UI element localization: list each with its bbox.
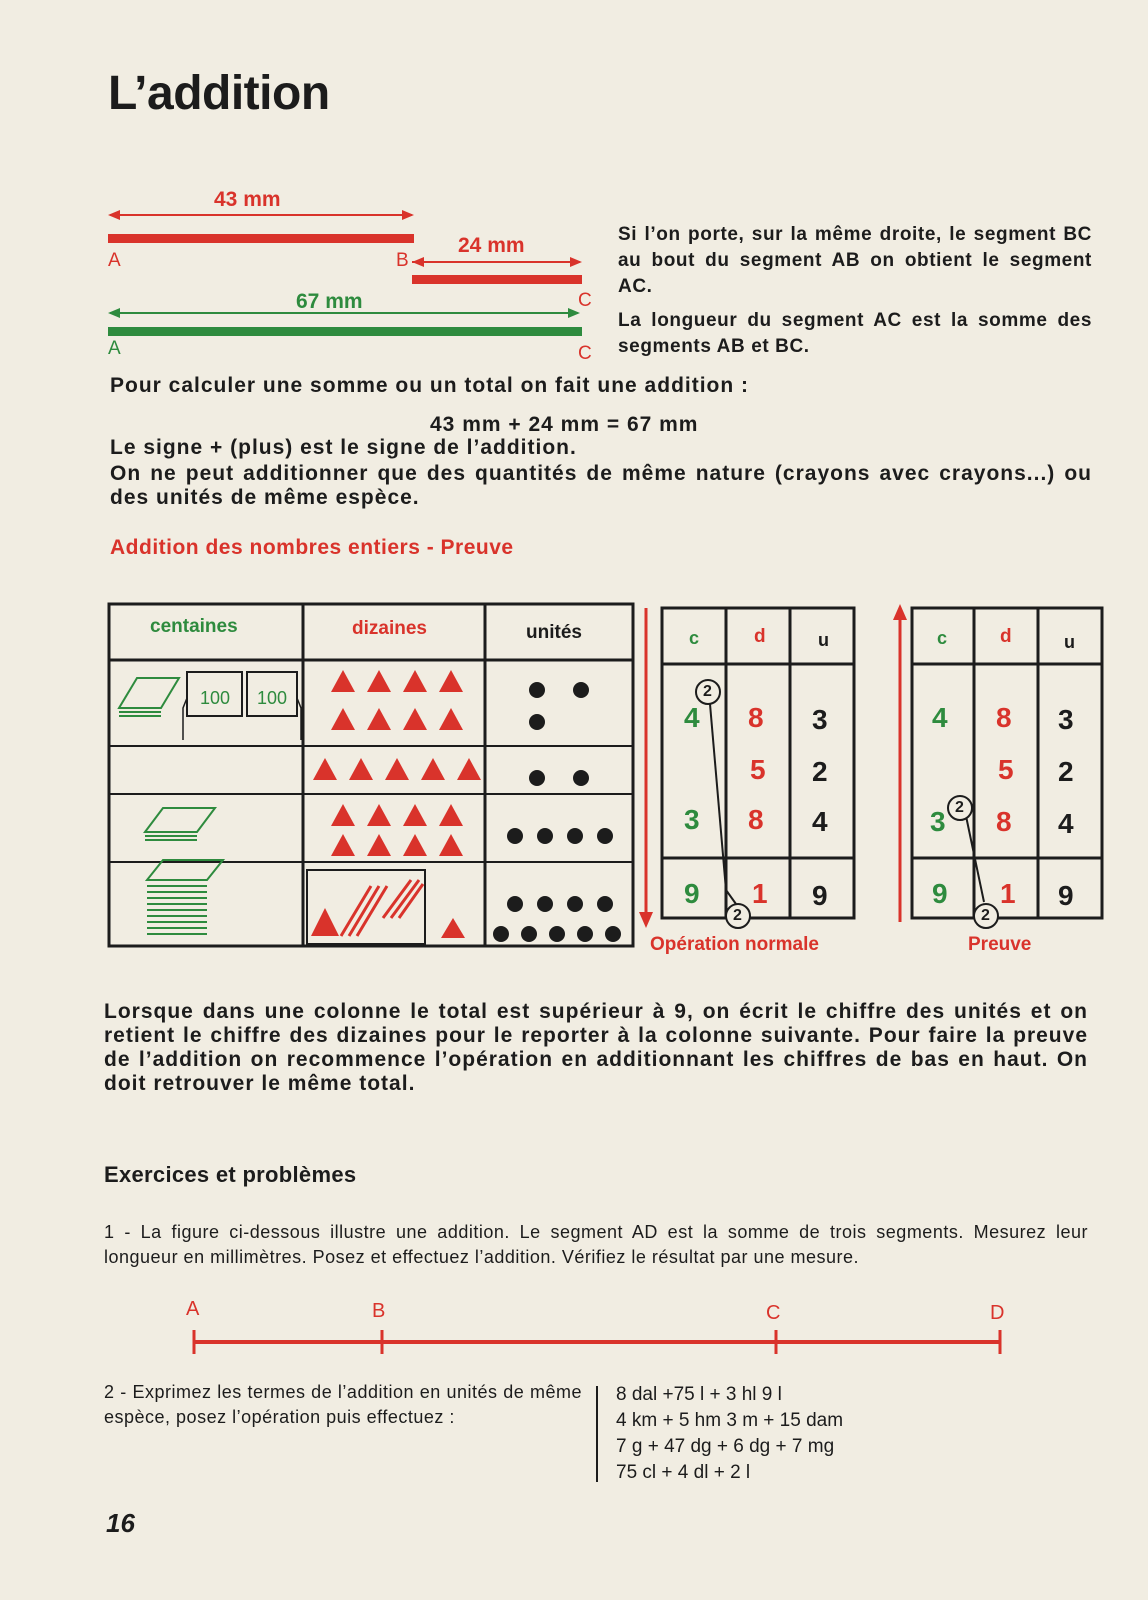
preuve-digit: 3 <box>930 806 946 837</box>
preuve-header-u: u <box>1064 632 1075 652</box>
exercise-1-segment <box>180 1318 1030 1368</box>
units-item: 75 cl + 4 dl + 2 l <box>616 1462 751 1483</box>
calc-sentence: Pour calculer une somme ou un total on fait une addition : <box>110 374 750 397</box>
point-a-label: A <box>108 250 121 271</box>
segment-explanation-1: Si l’on porte, sur la même droite, le segment BC au bout du segment AB on obtient le segment AC. <box>618 224 1092 297</box>
bill-stack-icon <box>147 860 223 934</box>
exercise-1: 1 - La figure ci-dessous illustre une addition. Le segment AD est la somme de trois segments. Mesurez leur longueur en millimètres. Posez et effectuez l’addition. Vérifiez le résultat par une mesure. <box>104 1222 1088 1267</box>
carry-digit: 2 <box>733 907 742 924</box>
preuve-digit: 2 <box>1058 756 1074 787</box>
units-list <box>616 1382 843 1486</box>
page-number: 16 <box>106 1508 135 1538</box>
exercises-heading: Exercices et problèmes <box>104 1162 357 1187</box>
preuve-digit: 9 <box>1058 880 1074 911</box>
preuve-digit: 5 <box>998 754 1014 785</box>
equation: 43 mm + 24 mm = 67 mm <box>430 413 699 436</box>
normale-digit: 2 <box>812 756 828 787</box>
nature-sentence: On ne peut additionner que des quantités de même nature (crayons avec crayons...) ou des unités de même espèce. <box>110 462 1092 509</box>
operation-normale-caption: Opération normale <box>650 934 819 955</box>
down-arrow-icon <box>639 912 653 928</box>
preuve-digit: 3 <box>1058 704 1074 735</box>
ex1-point-d: D <box>990 1302 1005 1324</box>
normale-digit: 3 <box>684 804 700 835</box>
segment-bc <box>412 275 582 284</box>
segment-explanation <box>618 222 1092 368</box>
exercise-2: 2 - Exprimez les termes de l’addition en unités de même espèce, posez l’opération puis effectuez : <box>104 1382 582 1427</box>
segment-ac <box>108 327 582 336</box>
normale-digit: 8 <box>748 804 764 835</box>
normale-digit: 4 <box>812 806 828 837</box>
ab-length-label: 43 mm <box>214 188 281 211</box>
normale-digit: 4 <box>684 702 700 733</box>
normale-digit: 5 <box>750 754 766 785</box>
place-value-table <box>105 600 637 950</box>
normale-header-c: c <box>689 628 700 648</box>
unit-dot-markers <box>493 682 621 942</box>
segment-diagram <box>100 185 610 370</box>
exercise-divider <box>596 1386 598 1482</box>
ex1-point-b: B <box>372 1300 386 1322</box>
ten-triangle-markers <box>311 670 481 938</box>
bill-stack-icon <box>119 678 179 716</box>
preuve-digit: 8 <box>996 702 1012 733</box>
ex1-point-c: C <box>766 1302 781 1324</box>
banknote-label: 100 <box>200 688 231 708</box>
preuve-header-d: d <box>1000 626 1012 647</box>
normale-header-d: d <box>754 626 766 647</box>
preuve-digit: 4 <box>1058 808 1074 839</box>
preuve-digit: 1 <box>1000 878 1016 909</box>
preuve-digit: 9 <box>932 878 948 909</box>
up-arrow-icon <box>893 604 907 620</box>
carry-digit: 2 <box>981 907 990 924</box>
units-item: 7 g + 47 dg + 6 dg + 7 mg <box>616 1436 835 1457</box>
preuve-digit: 8 <box>996 806 1012 837</box>
preuve-header-c: c <box>937 628 948 648</box>
segment-ab <box>108 234 414 243</box>
normale-digit: 3 <box>812 704 828 735</box>
ac-length-label: 67 mm <box>296 290 363 313</box>
ex1-point-a: A <box>186 1298 200 1320</box>
page-title: L’addition <box>108 67 330 120</box>
normale-header-u: u <box>818 630 829 650</box>
units-item: 4 km + 5 hm 3 m + 15 dam <box>616 1410 844 1431</box>
segment-explanation-2: La longueur du segment AC est la somme des segments AB et BC. <box>618 310 1092 357</box>
preuve-digit: 4 <box>932 702 948 733</box>
carry-digit: 2 <box>703 683 712 700</box>
normale-digit: 9 <box>684 878 700 909</box>
normale-digit: 1 <box>752 878 768 909</box>
point-c-label-2: C <box>578 343 592 364</box>
bundle-stick-icon <box>341 880 423 936</box>
preuve-caption: Preuve <box>968 934 1032 955</box>
point-b-label: B <box>396 250 409 271</box>
col-unites-header: unités <box>526 622 582 643</box>
col-centaines-header: centaines <box>150 616 238 637</box>
point-c-label: C <box>578 290 592 311</box>
bill-stack-icon <box>145 808 215 840</box>
col-dizaines-header: dizaines <box>352 618 427 639</box>
normale-digit: 9 <box>812 880 828 911</box>
rule-paragraph: Lorsque dans une colonne le total est supérieur à 9, on écrit le chiffre des unités et on retient le chiffre des dizaines pour le reporter à la colonne suivante. Pour faire la preuve de l’addition on recommence l’opération en additionnant les chiffres de bas en haut. On doit retrouver le même total. <box>104 1000 1088 1095</box>
normale-digit: 8 <box>748 702 764 733</box>
carry-digit: 2 <box>955 799 964 816</box>
section-heading: Addition des nombres entiers - Preuve <box>110 536 514 559</box>
point-a-label-2: A <box>108 338 121 359</box>
sign-sentence: Le signe + (plus) est le signe de l’addition. <box>110 436 577 459</box>
banknote-label: 100 <box>257 688 288 708</box>
bc-length-label: 24 mm <box>458 234 525 257</box>
units-item: 8 dal +75 l + 3 hl 9 l <box>616 1384 782 1405</box>
